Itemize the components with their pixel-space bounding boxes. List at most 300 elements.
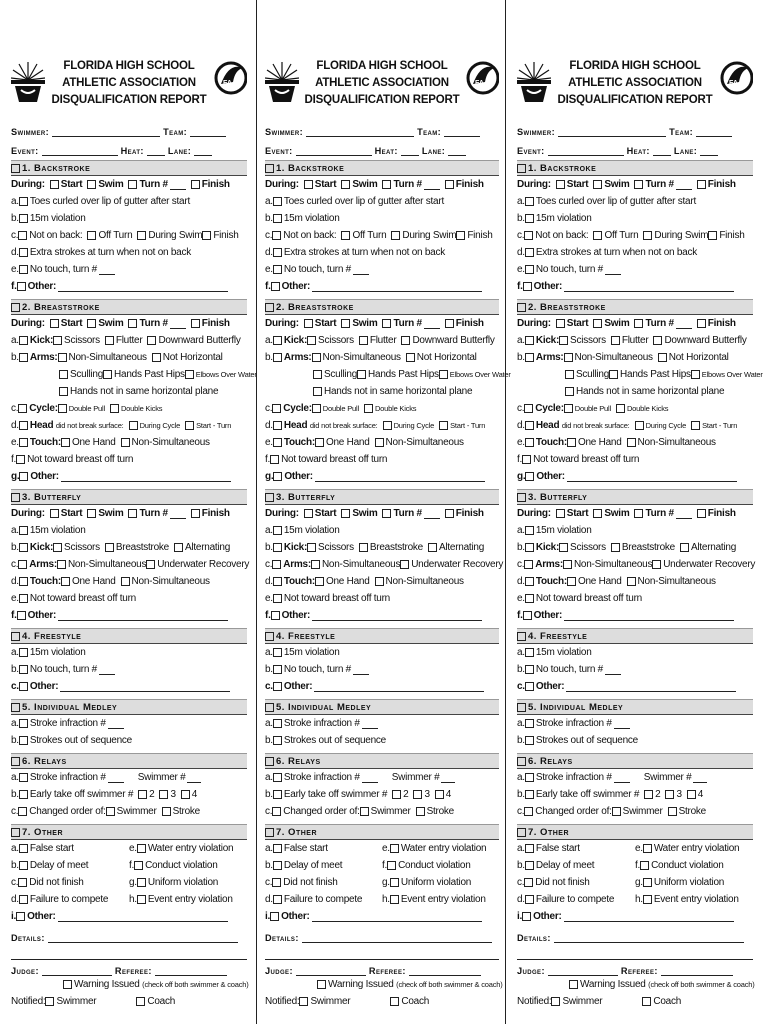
option-checkbox[interactable] <box>18 231 27 240</box>
option-checkbox[interactable] <box>19 336 28 345</box>
warning-checkbox[interactable] <box>569 980 578 989</box>
other-checkbox[interactable] <box>265 828 274 837</box>
turn-number-field[interactable] <box>99 664 115 675</box>
off-turn-checkbox[interactable] <box>87 231 96 240</box>
option-checkbox[interactable] <box>273 197 282 206</box>
option-checkbox[interactable] <box>273 736 282 745</box>
finish-checkbox[interactable] <box>445 319 454 328</box>
underwater-checkbox[interactable] <box>400 560 409 569</box>
start-checkbox[interactable] <box>50 319 59 328</box>
option-checkbox[interactable] <box>19 790 28 799</box>
stroke-number-field[interactable] <box>362 772 378 783</box>
option-checkbox[interactable] <box>525 861 534 870</box>
touch-nonsim-checkbox[interactable] <box>121 577 130 586</box>
notified-coach-checkbox[interactable] <box>390 997 399 1006</box>
referee-field[interactable] <box>155 965 227 976</box>
start-checkbox[interactable] <box>304 319 313 328</box>
finish-checkbox[interactable] <box>191 319 200 328</box>
flutter-checkbox[interactable] <box>611 336 620 345</box>
option-checkbox[interactable] <box>640 861 649 870</box>
freestyle-checkbox[interactable] <box>11 632 20 641</box>
option-checkbox[interactable] <box>19 719 28 728</box>
option-checkbox[interactable] <box>273 790 282 799</box>
swimmer-3-checkbox[interactable] <box>413 790 422 799</box>
other-field[interactable] <box>567 471 737 482</box>
turn-checkbox[interactable] <box>634 509 643 518</box>
option-checkbox[interactable] <box>273 594 282 603</box>
notified-coach-checkbox[interactable] <box>136 997 145 1006</box>
swim-checkbox[interactable] <box>341 180 350 189</box>
swimmer-number-field[interactable] <box>187 772 201 783</box>
other-field[interactable] <box>312 610 482 621</box>
nothoriz-checkbox[interactable] <box>152 353 161 362</box>
swim-checkbox[interactable] <box>593 319 602 328</box>
swim-checkbox[interactable] <box>87 319 96 328</box>
option-checkbox[interactable] <box>273 472 282 481</box>
underwater-checkbox[interactable] <box>652 560 661 569</box>
option-checkbox[interactable] <box>273 214 282 223</box>
swimmer-4-checkbox[interactable] <box>435 790 444 799</box>
warning-checkbox[interactable] <box>317 980 326 989</box>
order-swimmer-checkbox[interactable] <box>360 807 369 816</box>
backstroke-checkbox[interactable] <box>265 164 274 173</box>
notified-swimmer-checkbox[interactable] <box>551 997 560 1006</box>
turn-field[interactable] <box>676 508 692 519</box>
onehand-checkbox[interactable] <box>567 577 576 586</box>
alternating-checkbox[interactable] <box>428 543 437 552</box>
referee-field[interactable] <box>409 965 481 976</box>
option-checkbox[interactable] <box>19 197 28 206</box>
turn-number-field[interactable] <box>605 264 621 275</box>
during-swim-checkbox[interactable] <box>643 231 652 240</box>
turn-checkbox[interactable] <box>128 180 137 189</box>
dpull-checkbox[interactable] <box>312 404 321 413</box>
option-checkbox[interactable] <box>524 404 533 413</box>
team-field[interactable] <box>444 126 480 137</box>
other-field[interactable] <box>312 281 482 292</box>
off-turn-checkbox[interactable] <box>341 231 350 240</box>
stroke-number-field[interactable] <box>614 772 630 783</box>
hands-checkbox[interactable] <box>59 387 68 396</box>
heat-field[interactable] <box>147 145 165 156</box>
hips-checkbox[interactable] <box>357 370 366 379</box>
scissors-checkbox[interactable] <box>307 543 316 552</box>
freestyle-checkbox[interactable] <box>517 632 526 641</box>
order-stroke-checkbox[interactable] <box>162 807 171 816</box>
backstroke-checkbox[interactable] <box>517 164 526 173</box>
im-checkbox[interactable] <box>11 703 20 712</box>
option-checkbox[interactable] <box>19 526 28 535</box>
judge-field[interactable] <box>42 965 112 976</box>
details-field[interactable] <box>302 932 492 943</box>
butterfly-checkbox[interactable] <box>265 493 274 502</box>
option-checkbox[interactable] <box>272 231 281 240</box>
other-checkbox[interactable] <box>517 828 526 837</box>
turn-checkbox[interactable] <box>634 180 643 189</box>
swim-checkbox[interactable] <box>87 180 96 189</box>
option-checkbox[interactable] <box>19 421 28 430</box>
option-checkbox[interactable] <box>271 282 280 291</box>
option-checkbox[interactable] <box>17 611 26 620</box>
stroke-number-field[interactable] <box>108 718 124 729</box>
finish-checkbox[interactable] <box>191 180 200 189</box>
option-checkbox[interactable] <box>525 648 534 657</box>
nothoriz-checkbox[interactable] <box>406 353 415 362</box>
other-field[interactable] <box>564 281 734 292</box>
alternating-checkbox[interactable] <box>174 543 183 552</box>
option-checkbox[interactable] <box>525 773 534 782</box>
relays-checkbox[interactable] <box>517 757 526 766</box>
during-swim-checkbox[interactable] <box>391 231 400 240</box>
swim-checkbox[interactable] <box>341 319 350 328</box>
im-checkbox[interactable] <box>265 703 274 712</box>
other-field[interactable] <box>312 911 482 922</box>
swimmer-field[interactable] <box>52 126 160 137</box>
finish-checkbox[interactable] <box>445 509 454 518</box>
downward-checkbox[interactable] <box>401 336 410 345</box>
touch-nonsim-checkbox[interactable] <box>627 438 636 447</box>
option-checkbox[interactable] <box>525 421 534 430</box>
order-swimmer-checkbox[interactable] <box>106 807 115 816</box>
option-checkbox[interactable] <box>524 878 533 887</box>
swimmer-number-field[interactable] <box>693 772 707 783</box>
breaststroke-checkbox[interactable] <box>265 303 274 312</box>
option-checkbox[interactable] <box>271 611 280 620</box>
other-field[interactable] <box>564 610 734 621</box>
flutter-checkbox[interactable] <box>105 336 114 345</box>
option-checkbox[interactable] <box>270 912 279 921</box>
lane-field[interactable] <box>448 145 466 156</box>
elbows-checkbox[interactable] <box>691 370 700 379</box>
option-checkbox[interactable] <box>137 844 146 853</box>
swim-checkbox[interactable] <box>593 180 602 189</box>
onehand-checkbox[interactable] <box>315 438 324 447</box>
swimmer-3-checkbox[interactable] <box>159 790 168 799</box>
nothoriz-checkbox[interactable] <box>658 353 667 362</box>
option-checkbox[interactable] <box>525 248 534 257</box>
referee-field[interactable] <box>661 965 733 976</box>
option-checkbox[interactable] <box>19 736 28 745</box>
hips-checkbox[interactable] <box>103 370 112 379</box>
finish-checkbox[interactable] <box>445 180 454 189</box>
option-checkbox[interactable] <box>525 594 534 603</box>
finish-checkbox[interactable] <box>697 509 706 518</box>
finish-checkbox[interactable] <box>697 180 706 189</box>
finish-checkbox[interactable] <box>191 509 200 518</box>
option-checkbox[interactable] <box>390 895 399 904</box>
touch-nonsim-checkbox[interactable] <box>375 438 384 447</box>
option-checkbox[interactable] <box>272 878 281 887</box>
other-field[interactable] <box>58 281 228 292</box>
start-checkbox[interactable] <box>50 180 59 189</box>
option-checkbox[interactable] <box>524 231 533 240</box>
turn-number-field[interactable] <box>353 664 369 675</box>
event-field[interactable] <box>42 145 118 156</box>
option-checkbox[interactable] <box>137 895 146 904</box>
option-checkbox[interactable] <box>17 282 26 291</box>
swim-checkbox[interactable] <box>593 509 602 518</box>
option-checkbox[interactable] <box>525 665 534 674</box>
option-checkbox[interactable] <box>273 895 282 904</box>
team-field[interactable] <box>190 126 226 137</box>
option-checkbox[interactable] <box>273 421 282 430</box>
start-checkbox[interactable] <box>556 509 565 518</box>
option-checkbox[interactable] <box>525 265 534 274</box>
during-cycle-checkbox[interactable] <box>635 421 644 430</box>
swim-checkbox[interactable] <box>87 509 96 518</box>
option-checkbox[interactable] <box>390 878 399 887</box>
turn-checkbox[interactable] <box>128 319 137 328</box>
option-checkbox[interactable] <box>525 214 534 223</box>
relays-checkbox[interactable] <box>11 757 20 766</box>
underwater-checkbox[interactable] <box>146 560 155 569</box>
option-checkbox[interactable] <box>137 878 146 887</box>
option-checkbox[interactable] <box>525 336 534 345</box>
notified-coach-checkbox[interactable] <box>642 997 651 1006</box>
order-swimmer-checkbox[interactable] <box>612 807 621 816</box>
option-checkbox[interactable] <box>16 455 25 464</box>
alternating-checkbox[interactable] <box>680 543 689 552</box>
option-checkbox[interactable] <box>524 560 533 569</box>
sculling-checkbox[interactable] <box>59 370 68 379</box>
option-checkbox[interactable] <box>18 807 27 816</box>
turn-number-field[interactable] <box>605 664 621 675</box>
option-checkbox[interactable] <box>18 404 27 413</box>
team-field[interactable] <box>696 126 732 137</box>
option-checkbox[interactable] <box>19 248 28 257</box>
flutter-checkbox[interactable] <box>359 336 368 345</box>
nonsim-checkbox[interactable] <box>58 353 67 362</box>
swimmer-2-checkbox[interactable] <box>644 790 653 799</box>
finish-checkbox[interactable] <box>697 319 706 328</box>
option-checkbox[interactable] <box>643 878 652 887</box>
turn-field[interactable] <box>170 179 186 190</box>
scissors-checkbox[interactable] <box>559 336 568 345</box>
option-checkbox[interactable] <box>272 807 281 816</box>
dpull-checkbox[interactable] <box>58 404 67 413</box>
sculling-checkbox[interactable] <box>565 370 574 379</box>
nonsim-checkbox[interactable] <box>311 560 320 569</box>
option-checkbox[interactable] <box>643 895 652 904</box>
option-checkbox[interactable] <box>273 336 282 345</box>
heat-field[interactable] <box>401 145 419 156</box>
option-checkbox[interactable] <box>19 472 28 481</box>
option-checkbox[interactable] <box>16 912 25 921</box>
start-checkbox[interactable] <box>50 509 59 518</box>
swimmer-2-checkbox[interactable] <box>138 790 147 799</box>
finish-checkbox[interactable] <box>708 231 717 240</box>
other-field[interactable] <box>314 681 484 692</box>
onehand-checkbox[interactable] <box>61 577 70 586</box>
option-checkbox[interactable] <box>273 543 282 552</box>
breaststroke-checkbox[interactable] <box>517 303 526 312</box>
option-checkbox[interactable] <box>273 438 282 447</box>
turn-number-field[interactable] <box>99 264 115 275</box>
backstroke-checkbox[interactable] <box>11 164 20 173</box>
option-checkbox[interactable] <box>273 526 282 535</box>
start-turn-checkbox[interactable] <box>691 421 700 430</box>
stroke-number-field[interactable] <box>362 718 378 729</box>
nonsim-checkbox[interactable] <box>563 560 572 569</box>
option-checkbox[interactable] <box>525 472 534 481</box>
other-field[interactable] <box>58 911 228 922</box>
option-checkbox[interactable] <box>273 719 282 728</box>
option-checkbox[interactable] <box>19 861 28 870</box>
option-checkbox[interactable] <box>524 807 533 816</box>
option-checkbox[interactable] <box>525 895 534 904</box>
option-checkbox[interactable] <box>525 543 534 552</box>
option-checkbox[interactable] <box>272 404 281 413</box>
event-field[interactable] <box>548 145 624 156</box>
off-turn-checkbox[interactable] <box>593 231 602 240</box>
scissors-checkbox[interactable] <box>559 543 568 552</box>
scissors-checkbox[interactable] <box>53 543 62 552</box>
option-checkbox[interactable] <box>19 214 28 223</box>
option-checkbox[interactable] <box>19 543 28 552</box>
option-checkbox[interactable] <box>273 665 282 674</box>
hands-checkbox[interactable] <box>313 387 322 396</box>
finish-checkbox[interactable] <box>456 231 465 240</box>
start-checkbox[interactable] <box>304 509 313 518</box>
turn-checkbox[interactable] <box>382 509 391 518</box>
option-checkbox[interactable] <box>525 736 534 745</box>
turn-field[interactable] <box>676 318 692 329</box>
option-checkbox[interactable] <box>273 248 282 257</box>
nonsim-checkbox[interactable] <box>564 353 573 362</box>
option-checkbox[interactable] <box>643 844 652 853</box>
swim-checkbox[interactable] <box>341 509 350 518</box>
turn-field[interactable] <box>170 508 186 519</box>
option-checkbox[interactable] <box>273 265 282 274</box>
nonsim-checkbox[interactable] <box>57 560 66 569</box>
option-checkbox[interactable] <box>18 560 27 569</box>
option-checkbox[interactable] <box>387 861 396 870</box>
relays-checkbox[interactable] <box>265 757 274 766</box>
touch-nonsim-checkbox[interactable] <box>627 577 636 586</box>
other-field[interactable] <box>58 610 228 621</box>
other-field[interactable] <box>564 911 734 922</box>
turn-field[interactable] <box>424 179 440 190</box>
touch-nonsim-checkbox[interactable] <box>375 577 384 586</box>
sculling-checkbox[interactable] <box>313 370 322 379</box>
start-checkbox[interactable] <box>304 180 313 189</box>
option-checkbox[interactable] <box>522 455 531 464</box>
stroke-number-field[interactable] <box>614 718 630 729</box>
details-line-2[interactable] <box>11 943 247 960</box>
start-checkbox[interactable] <box>556 180 565 189</box>
option-checkbox[interactable] <box>523 611 532 620</box>
option-checkbox[interactable] <box>273 648 282 657</box>
details-line-2[interactable] <box>265 943 499 960</box>
swimmer-4-checkbox[interactable] <box>687 790 696 799</box>
stroke-number-field[interactable] <box>108 772 124 783</box>
option-checkbox[interactable] <box>525 790 534 799</box>
order-stroke-checkbox[interactable] <box>416 807 425 816</box>
swimmer-3-checkbox[interactable] <box>665 790 674 799</box>
heat-field[interactable] <box>653 145 671 156</box>
breaststroke-kick-checkbox[interactable] <box>359 543 368 552</box>
option-checkbox[interactable] <box>19 577 28 586</box>
dkicks-checkbox[interactable] <box>110 404 119 413</box>
touch-nonsim-checkbox[interactable] <box>121 438 130 447</box>
turn-field[interactable] <box>424 508 440 519</box>
details-line-2[interactable] <box>517 943 753 960</box>
other-checkbox[interactable] <box>11 828 20 837</box>
option-checkbox[interactable] <box>19 353 28 362</box>
scissors-checkbox[interactable] <box>53 336 62 345</box>
breaststroke-kick-checkbox[interactable] <box>611 543 620 552</box>
option-checkbox[interactable] <box>272 560 281 569</box>
breaststroke-kick-checkbox[interactable] <box>105 543 114 552</box>
finish-checkbox[interactable] <box>202 231 211 240</box>
hips-checkbox[interactable] <box>609 370 618 379</box>
judge-field[interactable] <box>548 965 618 976</box>
onehand-checkbox[interactable] <box>315 577 324 586</box>
turn-field[interactable] <box>170 318 186 329</box>
other-field[interactable] <box>61 471 231 482</box>
butterfly-checkbox[interactable] <box>517 493 526 502</box>
option-checkbox[interactable] <box>18 878 27 887</box>
onehand-checkbox[interactable] <box>61 438 70 447</box>
option-checkbox[interactable] <box>19 594 28 603</box>
notified-swimmer-checkbox[interactable] <box>45 997 54 1006</box>
notified-swimmer-checkbox[interactable] <box>299 997 308 1006</box>
option-checkbox[interactable] <box>19 665 28 674</box>
swimmer-2-checkbox[interactable] <box>392 790 401 799</box>
option-checkbox[interactable] <box>273 682 282 691</box>
details-field[interactable] <box>554 932 744 943</box>
freestyle-checkbox[interactable] <box>265 632 274 641</box>
hands-checkbox[interactable] <box>565 387 574 396</box>
swimmer-number-field[interactable] <box>441 772 455 783</box>
other-field[interactable] <box>566 681 736 692</box>
swimmer-field[interactable] <box>306 126 414 137</box>
elbows-checkbox[interactable] <box>439 370 448 379</box>
turn-checkbox[interactable] <box>128 509 137 518</box>
im-checkbox[interactable] <box>517 703 526 712</box>
start-turn-checkbox[interactable] <box>439 421 448 430</box>
dkicks-checkbox[interactable] <box>616 404 625 413</box>
elbows-checkbox[interactable] <box>185 370 194 379</box>
other-field[interactable] <box>60 681 230 692</box>
option-checkbox[interactable] <box>525 197 534 206</box>
turn-field[interactable] <box>676 179 692 190</box>
downward-checkbox[interactable] <box>653 336 662 345</box>
during-cycle-checkbox[interactable] <box>383 421 392 430</box>
option-checkbox[interactable] <box>19 844 28 853</box>
option-checkbox[interactable] <box>19 895 28 904</box>
dpull-checkbox[interactable] <box>564 404 573 413</box>
option-checkbox[interactable] <box>525 719 534 728</box>
order-stroke-checkbox[interactable] <box>668 807 677 816</box>
option-checkbox[interactable] <box>19 682 28 691</box>
breaststroke-checkbox[interactable] <box>11 303 20 312</box>
during-swim-checkbox[interactable] <box>137 231 146 240</box>
warning-checkbox[interactable] <box>63 980 72 989</box>
onehand-checkbox[interactable] <box>567 438 576 447</box>
butterfly-checkbox[interactable] <box>11 493 20 502</box>
option-checkbox[interactable] <box>390 844 399 853</box>
other-field[interactable] <box>315 471 485 482</box>
option-checkbox[interactable] <box>19 265 28 274</box>
option-checkbox[interactable] <box>19 648 28 657</box>
details-field[interactable] <box>48 932 238 943</box>
option-checkbox[interactable] <box>525 844 534 853</box>
option-checkbox[interactable] <box>525 682 534 691</box>
swimmer-4-checkbox[interactable] <box>181 790 190 799</box>
turn-checkbox[interactable] <box>382 180 391 189</box>
downward-checkbox[interactable] <box>147 336 156 345</box>
